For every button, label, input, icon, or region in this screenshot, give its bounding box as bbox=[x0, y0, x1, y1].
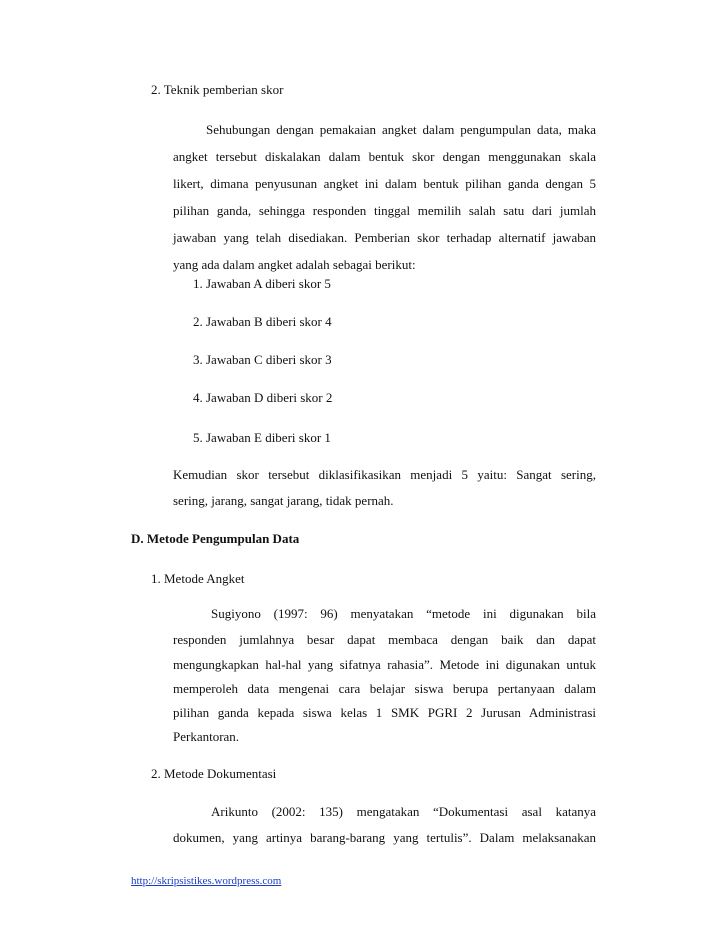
subheading-metode-dokumentasi: 2. Metode Dokumentasi bbox=[151, 766, 277, 781]
paragraph-line: jawaban yang telah disediakan. Pemberian skor terhadap alternatif jawaban bbox=[173, 230, 596, 245]
paragraph-line: responden jumlahnya besar dapat membaca dengan baik dan dapat bbox=[173, 632, 596, 647]
score-list-item: 4. Jawaban D diberi skor 2 bbox=[193, 390, 333, 405]
paragraph-line: mengungkapkan hal-hal yang sifatnya rahasia”. Metode ini digunakan untuk bbox=[173, 657, 596, 672]
subheading-teknik-skor: 2. Teknik pemberian skor bbox=[151, 82, 284, 97]
score-list-item: 5. Jawaban E diberi skor 1 bbox=[193, 430, 331, 445]
paragraph-line: Sugiyono (1997: 96) menyatakan “metode ini digunakan bila bbox=[211, 606, 596, 621]
paragraph-line: sering, jarang, sangat jarang, tidak pernah. bbox=[173, 493, 394, 508]
paragraph-line: yang ada dalam angket adalah sebagai berikut: bbox=[173, 257, 416, 272]
paragraph-line: pilihan ganda, sehingga responden tinggal memilih salah satu dari jumlah bbox=[173, 203, 596, 218]
paragraph-line: Kemudian skor tersebut diklasifikasikan menjadi 5 yaitu: Sangat sering, bbox=[173, 467, 596, 482]
subheading-metode-angket: 1. Metode Angket bbox=[151, 571, 245, 586]
paragraph-line: memperoleh data mengenai cara belajar siswa berupa pertanyaan dalam bbox=[173, 681, 596, 696]
section-heading: D. Metode Pengumpulan Data bbox=[131, 531, 300, 546]
paragraph-line: Arikunto (2002: 135) mengatakan “Dokumentasi asal katanya bbox=[211, 804, 596, 819]
paragraph-line: angket tersebut diskalakan dalam bentuk skor dengan menggunakan skala bbox=[173, 149, 596, 164]
paragraph-line: Perkantoran. bbox=[173, 729, 240, 744]
paragraph-line: dokumen, yang artinya barang-barang yang tertulis”. Dalam melaksanakan bbox=[173, 830, 596, 845]
paragraph-line: pilihan ganda kepada siswa kelas 1 SMK PGRI 2 Jurusan Administrasi bbox=[173, 705, 596, 720]
score-list-item: 2. Jawaban B diberi skor 4 bbox=[193, 314, 332, 329]
score-list-item: 1. Jawaban A diberi skor 5 bbox=[193, 276, 331, 291]
footer-link[interactable]: http://skripsistikes.wordpress.com bbox=[131, 875, 282, 887]
paragraph-line: Sehubungan dengan pemakaian angket dalam pengumpulan data, maka bbox=[206, 122, 596, 137]
score-list-item: 3. Jawaban C diberi skor 3 bbox=[193, 352, 332, 367]
footer bbox=[131, 872, 281, 889]
paragraph-line: likert, dimana penyusunan angket ini dalam bentuk pilihan ganda dengan 5 bbox=[173, 176, 596, 191]
